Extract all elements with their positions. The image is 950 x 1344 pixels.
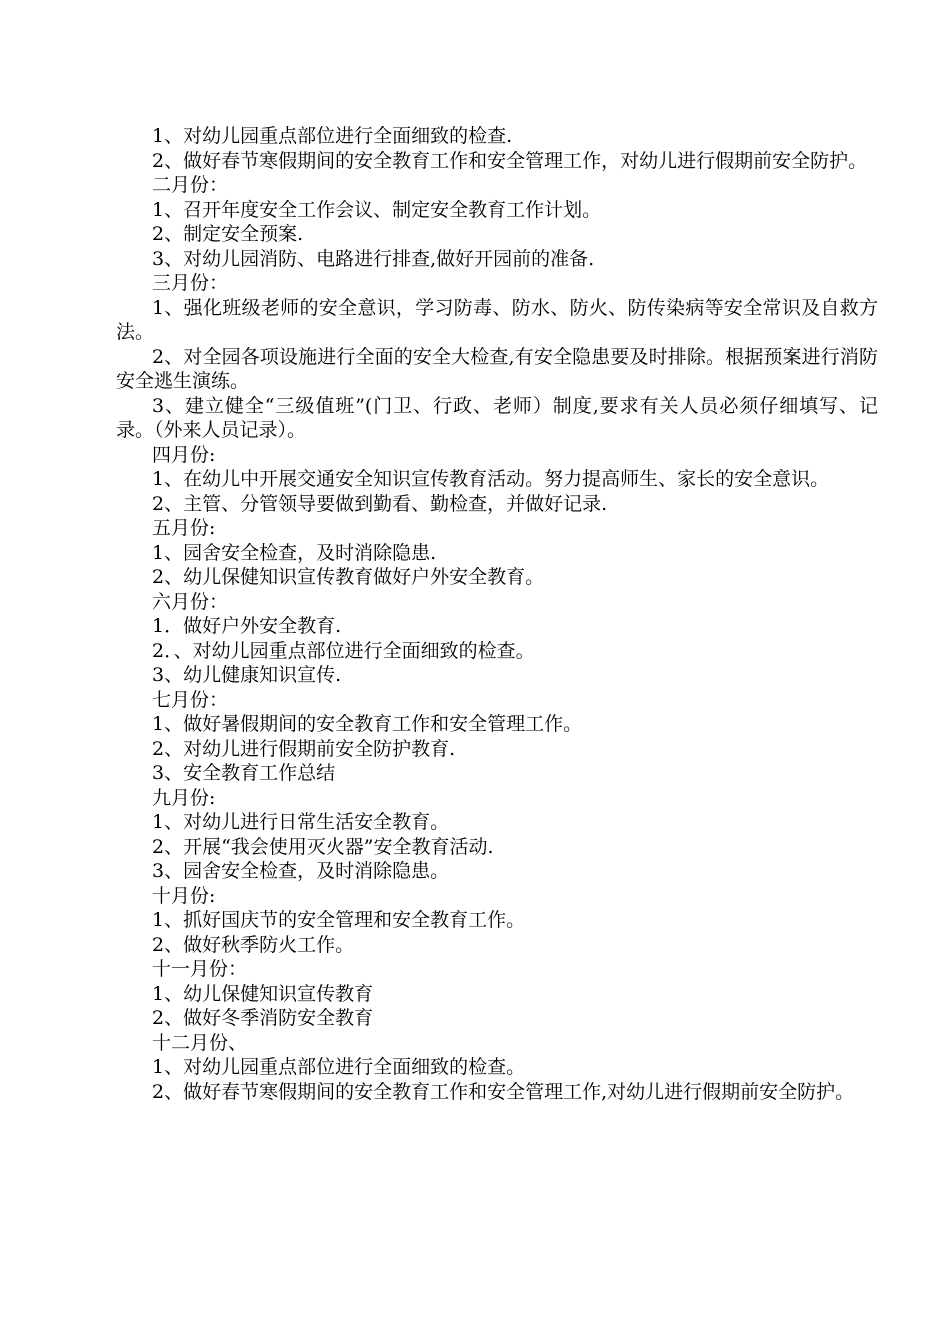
paragraph: 3、建立健全“三级值班”(门卫、行政、老师）制度,要求有关人员必须仔细填写、记录。（外来人员记录）。 [116, 394, 878, 441]
paragraph: 3、对幼儿园消防、电路进行排查,做好开园前的准备. [152, 247, 595, 270]
paragraph: 2、幼儿保健知识宣传教育做好户外安全教育。 [152, 566, 545, 588]
paragraph: 1、对幼儿园重点部位进行全面细致的检查。 [152, 1056, 526, 1078]
section-heading-december: 十二月份、 [152, 1031, 248, 1054]
section-heading-march: 三月份： [152, 272, 229, 294]
paragraph: 2、做好春节寒假期间的安全教育工作和安全管理工作，对幼儿进行假期前安全防护。 [152, 149, 868, 172]
paragraph: 2、主管、分管领导要做到勤看、勤检查，并做好记录. [152, 492, 608, 515]
paragraph: 1、对幼儿园重点部位进行全面细致的检查. [152, 125, 513, 147]
paragraph: 2、做好秋季防火工作。 [152, 933, 355, 956]
paragraph: 1、幼儿保健知识宣传教育 [152, 982, 374, 1005]
paragraph: 2、做好冬季消防安全教育 [152, 1007, 374, 1029]
section-heading-april: 四月份: [152, 443, 216, 466]
paragraph: 1、园舍安全检查，及时消除隐患. [152, 541, 437, 564]
paragraph: 3、安全教育工作总结 [152, 762, 336, 784]
section-heading-october: 十月份: [152, 884, 216, 907]
section-heading-june: 六月份： [152, 590, 229, 613]
section-heading-may: 五月份: [152, 517, 216, 539]
paragraph: 2、对全园各项设施进行全面的安全大检查,有安全隐患要及时排除。根据预案进行消防安全逃生演练。 [116, 345, 878, 392]
paragraph: 2、对幼儿进行假期前安全防护教育. [152, 737, 456, 760]
section-heading-september: 九月份: [152, 786, 216, 809]
paragraph: 3、园舍安全检查，及时消除隐患。 [152, 860, 450, 882]
paragraph: 2、制定安全预案. [152, 223, 304, 245]
paragraph: 1、抓好国庆节的安全管理和安全教育工作。 [152, 909, 526, 931]
paragraph: 1、召开年度安全工作会议、制定安全教育工作计划。 [152, 198, 602, 221]
document-body [116, 124, 878, 1104]
section-heading-july: 七月份： [152, 688, 229, 711]
paragraph: 1、对幼儿进行日常生活安全教育。 [152, 811, 450, 833]
paragraph: 2．、对幼儿园重点部位进行全面细致的检查。 [152, 639, 535, 662]
paragraph: 3、幼儿健康知识宣传. [152, 664, 342, 686]
paragraph: 1、强化班级老师的安全意识，学习防毒、防水、防火、防传染病等安全常识及自救方法。 [116, 296, 878, 343]
paragraph: 1．做好户外安全教育. [152, 615, 342, 637]
paragraph: 2、做好春节寒假期间的安全教育工作和安全管理工作,对幼儿进行假期前安全防护。 [152, 1080, 855, 1103]
section-heading-november: 十一月份： [152, 958, 248, 980]
paragraph: 2、开展“我会使用灭火器”安全教育活动. [152, 835, 494, 858]
section-heading-february: 二月份： [152, 174, 229, 196]
paragraph: 1、在幼儿中开展交通安全知识宣传教育活动。努力提高师生、家长的安全意识。 [152, 468, 830, 490]
paragraph: 1、做好暑假期间的安全教育工作和安全管理工作。 [152, 713, 583, 735]
